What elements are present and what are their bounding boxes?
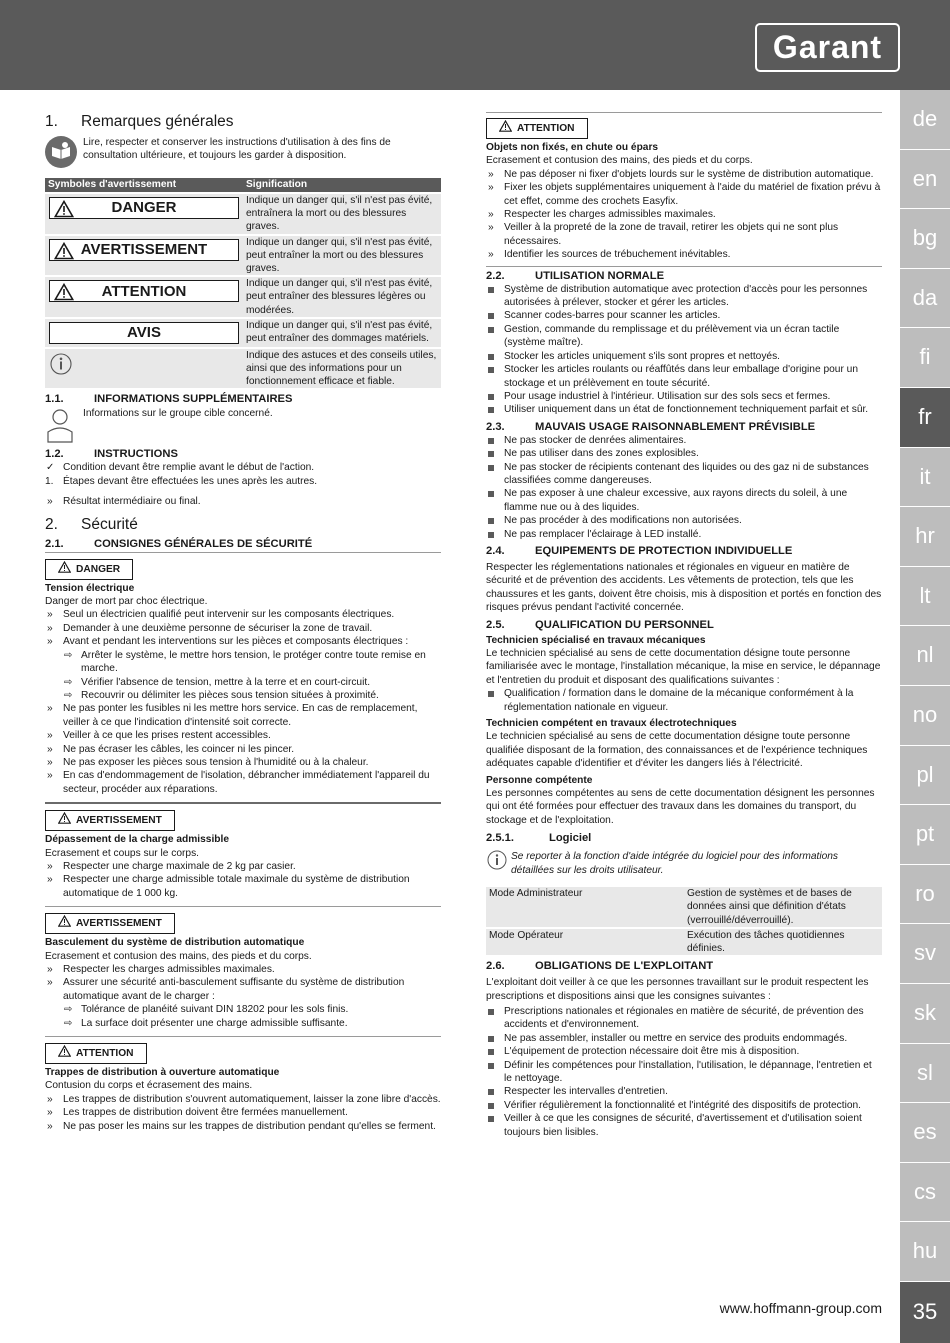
header-bar — [0, 0, 950, 90]
section-2-2-heading: 2.2. UTILISATION NORMALE — [486, 269, 665, 282]
right-column: ATTENTION Objets non fixés, en chute ou épars Ecrasement et contusion des mains, des pieds et du corps. » Ne pas déposer ni fixer d'objets lourds sur le système de distribution automatique. » Fixer les objets supplémentaires uniquement à l'aide du matériel de fixation prévu à cet effet, comme des crochets Easyfix. » Respecter les charges admissibles maximales. » Veiller à la propreté de la zone de travail, retirer les objets qui ne sont plus nécessaires. » Identifier les sources de trébuchement inévitables. 2.2. UTILISATION NORMALE Système de distribution automatique avec protection d'accès pour les personnes autorisées à prélever, stocker et gérer les articles. Scanner codes-barres pour scanner les articles. Gestion, commande du remplissage et du prélèvement via un écran tactile (système maître). Stocker les articles uniquement s'ils sont propres et nettoyés. Stocker les articles roulants ou réaffûtés dans leur emballage d'origine pour un stockage et un prélèvement en toute sécurité. Pour usage industriel à l'intérieur. Utilisation sur des sols secs et fermes. Utiliser uniquement dans un état de fonctionnement techniquement parfait et sûr. 2.3. MAUVAIS USAGE RAISONNABLEMENT PRÉVISIBLE Ne pas stocker de denrées alimentaires. Ne pas utiliser dans des zones explosibles. Ne pas stocker de récipients contenant des liquides ou des gaz ni de substances classifiées comme dangereuses. Ne pas exposer à une chaleur excessive, aux rayons directs du soleil, à une flamme nue ou à des liquides. Ne pas procéder à des modifications non autorisées. Ne pas remplacer l'éclairage à LED installé. 2.4. EQUIPEMENTS DE PROTECTION INDIVIDUELLE Respecter les réglementations nationales et régionales en vigueur en matière de sécurité et de prévention des accidents. Les vêtements de protection, tels que les chaussures et les gants, doivent être choisis, mis à disposition et portés en fonction des risques prévus pendant l'activité concernée. 2.5. QUALIFICATION DU PERSONNEL Technicien spécialisé en travaux mécaniques Le technicien spécialisé au sens de cette documentation désigne toute personne familiarisée avec le montage, l'installation mécanique, la mise en service, le dépannage et l'entretien du produit et disposant des qualifications suivantes : Qualification / formation dans le domaine de la mécanique conformément à la réglementation nationale en vigueur. Technicien compétent en travaux électrotechniques Le technicien spécialisé au sens de cette documentation désigne toute personne qualifiée disposant de la formation, des connaissances et de l'expérience techniques adéquates capable d'identifier et d'éviter les dangers liés à l'électricité. Personne compétente Les personnes compétentes au sens de cette documentation désignent les personnes qui ont été formées pour effectuer des travaux dans les domaines du transport, du stockage et de l'exploitation. 2.5.1. Logiciel Se reporter à la fonction d'aide intégrée du logiciel pour des informations détaillées sur les droits utilisateur. Mode Administrateur Gestion de systèmes et de bases de données ainsi que définition d'états (verrouillé/déverrouillé). Mode Opérateur Exécution des tâches quotidiennes définies. 2.6. OBLIGATIONS DE L'EXPLOITANT L'exploitant doit veiller à ce que les personnes travaillant sur le produit respectent les prescriptions et dispositions ainsi que les consignes suivantes : Prescriptions nationales et régionales en matière de sécurité, de prévention des accidents et d'environnement. Ne pas assembler, installer ou mettre en service des produits endommagés. L'équipement de protection nécessaire doit être mis à disposition. Définir les compétences pour l'installation, l'utilisation, le dépannage, l'entretien et le nettoyage. Respecter les intervalles d'entretien. Vérifier régulièrement la fonctionnalité et l'intégrité des dispositifs de protection. Veiller à ce que les consignes de sécurité, d'avertissement et d'utilisation soient toujours bien lisibles. — [486, 112, 882, 1139]
warning-block-electrical: DANGER Tension électrique Danger de mort par choc électrique. » Seul un électricien qualifié peut intervenir sur les composants électriques. » Demander à une deuxième personne de sécuriser la zone de travail. » Avant et pendant les interventions sur les pièces et composants électriques : ⇨ Arrêter le système, le mettre hors tension, le protéger contre toute remise en marche. ⇨ Vérifier l'absence de tension, mettre à la terre et en court-circuit. ⇨ Recouvrir ou délimiter les pièces sous tension situées à proximité. » Ne pas ponter les fusibles ni les mettre hors service. En cas de remplacement, veiller à ce que l'indication d'intensité soit correcte. » Veiller à ce que les prises restent accessibles. » Ne pas écraser les câbles, les coincer ni les pincer. » Ne pas exposer les pièces sous tension à l'humidité ou à la chaleur. » En cas d'endommagement de l'isolation, débrancher immédiatement l'appareil du secteur, procéder aux réparations. — [45, 553, 441, 797]
table-row: AVERTISSEMENT Indique un danger qui, s'il n'est pas évité, peut entraîner la mort ou des blessures graves. — [45, 236, 441, 276]
language-tab-pt[interactable]: pt — [900, 805, 950, 865]
language-tab-de[interactable]: de — [900, 90, 950, 150]
section-2-4-heading: 2.4. EQUIPEMENTS DE PROTECTION INDIVIDUELLE — [486, 544, 793, 557]
list-item: Respecter les intervalles d'entretien. — [486, 1085, 882, 1098]
read-manual-note: Lire, respecter et conserver les instructions d'utilisation à des fins de consultation ultérieure, et toujours les garder à disposition. — [45, 136, 441, 168]
footer-url[interactable]: www.hoffmann-group.com — [719, 1300, 882, 1316]
table-row: DANGER Indique un danger qui, s'il n'est pas évité, entraînera la mort ou des blessures graves. — [45, 194, 441, 234]
list-item: » Avant et pendant les interventions sur les pièces et composants électriques : — [45, 635, 441, 648]
warning-triangle-icon — [54, 283, 74, 301]
section-1-2-heading: 1.2. INSTRUCTIONS — [45, 448, 178, 461]
language-tab-it[interactable]: it — [900, 448, 950, 508]
list-item: Veiller à ce que les consignes de sécurité, d'avertissement et d'utilisation soient toujours bien lisibles. — [486, 1112, 882, 1139]
table-row: Mode Administrateur Gestion de systèmes et de bases de données ainsi que définition d'états (verrouillé/déverrouillé). — [486, 887, 882, 927]
list-item: » En cas d'endommagement de l'isolation, débrancher immédiatement l'appareil du secteur, procéder aux réparations. — [45, 769, 441, 796]
language-tab-hu[interactable]: hu — [900, 1222, 950, 1282]
language-tab-da[interactable]: da — [900, 269, 950, 329]
list-item: ⇨ Arrêter le système, le mettre hors tension, le protéger contre toute remise en marche. — [63, 649, 441, 676]
language-tab-cs[interactable]: cs — [900, 1163, 950, 1223]
list-item: » Respecter les charges admissibles maximales. — [486, 208, 882, 221]
warning-block-flaps: ATTENTION Trappes de distribution à ouverture automatique Contusion du corps et écrasement des mains. » Les trappes de distribution s'ouvrent automatiquement, laisser la zone libre d'accès. » Les trappes de distribution doivent être fermées manuellement. » Ne pas poser les mains sur les trappes de distribution pendant qu'elles se ferment. — [45, 1037, 441, 1133]
warning-badge: AVERTISSEMENT — [45, 913, 175, 934]
list-item: ⇨ Vérifier l'absence de tension, mettre à la terre et en court-circuit. — [63, 676, 441, 689]
caution-badge: ATTENTION — [486, 118, 588, 139]
section-1-heading: 1. Remarques générales — [45, 113, 234, 130]
list-item: » Fixer les objets supplémentaires uniquement à l'aide du matériel de fixation prévu à cet effet, comme des crochets Easyfix. — [486, 181, 882, 208]
table-row: ATTENTION Indique un danger qui, s'il n'est pas évité, peut entraîner des blessures légères ou modérées. — [45, 277, 441, 317]
language-tab-nl[interactable]: nl — [900, 626, 950, 686]
warning-block-objects: ATTENTION Objets non fixés, en chute ou épars Ecrasement et contusion des mains, des pieds et du corps. » Ne pas déposer ni fixer d'objets lourds sur le système de distribution automatique. » Fixer les objets supplémentaires uniquement à l'aide du matériel de fixation prévu à cet effet, comme des crochets Easyfix. » Respecter les charges admissibles maximales. » Veiller à la propreté de la zone de travail, retirer les objets qui ne sont plus nécessaires. » Identifier les sources de trébuchement inévitables. — [486, 113, 882, 262]
list-item: » Ne pas ponter les fusibles ni les mettre hors service. En cas de remplacement, veiller à ce que l'indication d'intensité soit correcte. — [45, 702, 441, 729]
section-1-1-heading: 1.1. INFORMATIONS SUPPLÉMENTAIRES — [45, 393, 293, 406]
warning-triangle-icon — [58, 812, 71, 829]
language-tab-sk[interactable]: sk — [900, 984, 950, 1044]
warning-triangle-icon — [499, 120, 512, 137]
language-tab-fi[interactable]: fi — [900, 328, 950, 388]
software-modes-table — [486, 885, 882, 957]
list-item: Prescriptions nationales et régionales en matière de sécurité, de prévention des accidents et d'environnement. — [486, 1005, 882, 1032]
info-icon — [486, 850, 508, 870]
language-tab-no[interactable]: no — [900, 686, 950, 746]
list-item: ⇨ La surface doit présenter une charge admissible suffisante. — [63, 1017, 441, 1030]
list-item: » Assurer une sécurité anti-basculement suffisante du système de distribution automatique avant de le charger : — [45, 976, 441, 1003]
list-item: Système de distribution automatique avec protection d'accès pour les personnes autorisées à prélever, stocker et gérer les articles. — [486, 283, 882, 310]
list-item: » Veiller à la propreté de la zone de travail, retirer les objets qui ne sont plus nécessaires. — [486, 221, 882, 248]
language-tab-bg[interactable]: bg — [900, 209, 950, 269]
read-manual-icon — [45, 136, 77, 168]
list-item: » Les trappes de distribution s'ouvrent automatiquement, laisser la zone libre d'accès. — [45, 1093, 441, 1106]
danger-badge: DANGER — [45, 559, 133, 580]
list-item: » Demander à une deuxième personne de sécuriser la zone de travail. — [45, 622, 441, 635]
list-item: Ne pas assembler, installer ou mettre en service des produits endommagés. — [486, 1032, 882, 1045]
list-item: » Respecter une charge admissible totale maximale du système de distribution automatique de 1 000 kg. — [45, 873, 441, 900]
warning-block-load: AVERTISSEMENT Dépassement de la charge admissible Ecrasement et coups sur le corps. » Respecter une charge maximale de 2 kg par casier. » Respecter une charge admissible totale maximale du système de distribution automatique de 1 000 kg. — [45, 804, 441, 900]
language-tab-hr[interactable]: hr — [900, 507, 950, 567]
signal-word-attention: ATTENTION — [49, 280, 239, 302]
list-item: L'équipement de protection nécessaire doit être mis à disposition. — [486, 1045, 882, 1058]
list-item: Gestion, commande du remplissage et du prélèvement via un écran tactile (système maître). — [486, 323, 882, 350]
target-group-note: Informations sur le groupe cible concerné. — [45, 407, 441, 443]
list-item: Ne pas stocker de récipients contenant des liquides ou des gaz ni de substances classifiées comme dangereuses. — [486, 461, 882, 488]
list-item: » Respecter les charges admissibles maximales. — [45, 963, 441, 976]
table-row: Indique des astuces et des conseils utiles, ainsi que des informations pour un fonctionnement efficace et fiable. — [45, 349, 441, 389]
info-icon — [49, 352, 73, 376]
list-item: » Respecter une charge maximale de 2 kg par casier. — [45, 860, 441, 873]
list-item: Ne pas remplacer l'éclairage à LED installé. — [486, 528, 882, 541]
list-item: Ne pas exposer à une chaleur excessive, aux rayons directs du soleil, à une flamme nue ou à des liquides. — [486, 487, 882, 514]
list-item: » Ne pas écraser les câbles, les coincer ni les pincer. — [45, 743, 441, 756]
warning-triangle-icon — [54, 242, 74, 260]
list-item: » Ne pas exposer les pièces sous tension à l'humidité ou à la chaleur. — [45, 756, 441, 769]
section-2-6-heading: 2.6. OBLIGATIONS DE L'EXPLOITANT — [486, 960, 714, 973]
list-item: Utiliser uniquement dans un état de fonctionnement techniquement parfait et sûr. — [486, 403, 882, 416]
list-item: ⇨ Recouvrir ou délimiter les pièces sous tension situées à proximité. — [63, 689, 441, 702]
language-tab-sv[interactable]: sv — [900, 924, 950, 984]
condition-item: ✓ Condition devant être remplie avant le début de l'action. — [45, 461, 441, 474]
list-item: Stocker les articles uniquement s'ils sont propres et nettoyés. — [486, 350, 882, 363]
step-item: 1. Étapes devant être effectuées les unes après les autres. — [45, 475, 318, 487]
section-2-heading: 2. Sécurité — [45, 515, 138, 533]
section-2-5-heading: 2.5. QUALIFICATION DU PERSONNEL — [486, 618, 714, 631]
language-tab-fr[interactable]: fr — [900, 388, 950, 448]
list-item: Pour usage industriel à l'intérieur. Utilisation sur des sols secs et fermes. — [486, 390, 882, 403]
list-item: ⇨ Tolérance de planéité suivant DIN 18202 pour les sols finis. — [63, 1003, 441, 1016]
list-item: Ne pas stocker de denrées alimentaires. — [486, 434, 882, 447]
warning-symbols-table: Symboles d'avertissement Signification DANGER Indique un danger qui, s'il n'est pas évité, entraînera la mort ou des blessures graves. AVERTISSEMENT Indique un danger qui, s'il n'est pas évité, peut entraîner la mort ou des blessures graves. ATTENTION Indique un danger qui, s'il n'est pas évité, peut entraîner des blessures légères ou modérées. AVIS Indique un danger qui, s'il n'est pas évité, peut entraîner des dommages matériels. Indique des astuces et des conseils utiles, ainsi que des informations pour un fonctionnement efficace et fiable. — [45, 176, 441, 390]
ppe-text: Respecter les réglementations nationales et régionales en vigueur en matière de sécurité et de prévention des accidents. Les vêtements de protection, tels que les chaussures et les gants, doivent être choisis, mis à disposition et portés en fonction des risques prévus pendant l'activité concernée. — [486, 561, 882, 614]
language-tab-es[interactable]: es — [900, 1103, 950, 1163]
list-item: Définir les compétences pour l'installation, l'utilisation, le dépannage, l'entretien et le nettoyage. — [486, 1059, 882, 1086]
warning-triangle-icon — [54, 325, 74, 343]
software-note: Se reporter à la fonction d'aide intégrée du logiciel pour des informations détaillées sur les droits utilisateur. — [486, 850, 882, 877]
warning-triangle-icon — [58, 561, 71, 578]
warning-triangle-icon — [58, 1045, 71, 1062]
list-item: Scanner codes-barres pour scanner les articles. — [486, 309, 882, 322]
signal-word-danger: DANGER — [49, 197, 239, 219]
section-2-1-heading: 2.1. CONSIGNES GÉNÉRALES DE SÉCURITÉ — [45, 537, 441, 553]
caution-badge: ATTENTION — [45, 1043, 147, 1064]
list-item: » Ne pas déposer ni fixer d'objets lourds sur le système de distribution automatique. — [486, 168, 882, 181]
language-tab-lt[interactable]: lt — [900, 567, 950, 627]
language-tab-ro[interactable]: ro — [900, 865, 950, 925]
list-item: Ne pas utiliser dans des zones explosibles. — [486, 447, 882, 460]
section-2-3-heading: 2.3. MAUVAIS USAGE RAISONNABLEMENT PRÉVISIBLE — [486, 420, 816, 433]
list-item: Ne pas procéder à des modifications non autorisées. — [486, 514, 882, 527]
list-item: » Ne pas poser les mains sur les trappes de distribution pendant qu'elles se ferment. — [45, 1120, 441, 1133]
list-item: » Veiller à ce que les prises restent accessibles. — [45, 729, 441, 742]
language-tabs — [900, 90, 950, 1282]
page-number: 35 — [900, 1282, 950, 1343]
list-item: » Identifier les sources de trébuchement inévitables. — [486, 248, 882, 261]
warning-block-tipping: AVERTISSEMENT Basculement du système de distribution automatique Ecrasement et contusion des mains, des pieds et du corps. » Respecter les charges admissibles maximales. » Assurer une sécurité anti-basculement suffisante du système de distribution automatique avant de le charger : ⇨ Tolérance de planéité suivant DIN 18202 pour les sols finis. ⇨ La surface doit présenter une charge admissible suffisante. — [45, 907, 441, 1030]
language-tab-en[interactable]: en — [900, 150, 950, 210]
signal-word-avertissement: AVERTISSEMENT — [49, 239, 239, 261]
warning-triangle-icon — [54, 200, 74, 218]
warning-triangle-icon — [58, 915, 71, 932]
signal-word-avis: AVIS — [49, 322, 239, 344]
garant-logo: Garant — [755, 23, 900, 72]
list-item: Vérifier régulièrement la fonctionnalité et l'intégrité des dispositifs de protection. — [486, 1099, 882, 1112]
table-row: Mode Opérateur Exécution des tâches quotidiennes définies. — [486, 929, 882, 955]
list-item: » Les trappes de distribution doivent être fermées manuellement. — [45, 1106, 441, 1119]
language-tab-sl[interactable]: sl — [900, 1044, 950, 1104]
list-item: Qualification / formation dans le domaine de la mécanique conformément à la réglementation nationale en vigueur. — [486, 687, 882, 714]
warning-badge: AVERTISSEMENT — [45, 810, 175, 831]
language-tab-pl[interactable]: pl — [900, 746, 950, 806]
section-2-5-1-heading: 2.5.1. Logiciel — [486, 832, 592, 845]
person-icon — [45, 407, 75, 443]
list-item: Stocker les articles roulants ou réaffûtés dans leur emballage d'origine pour un stockage et un prélèvement en toute sécurité. — [486, 363, 882, 390]
table-row: AVIS Indique un danger qui, s'il n'est pas évité, peut entraîner des dommages matériels. — [45, 319, 441, 347]
result-item: » Résultat intermédiaire ou final. — [45, 495, 441, 508]
list-item: » Seul un électricien qualifié peut intervenir sur les composants électriques. — [45, 608, 441, 621]
left-column — [45, 112, 441, 1133]
